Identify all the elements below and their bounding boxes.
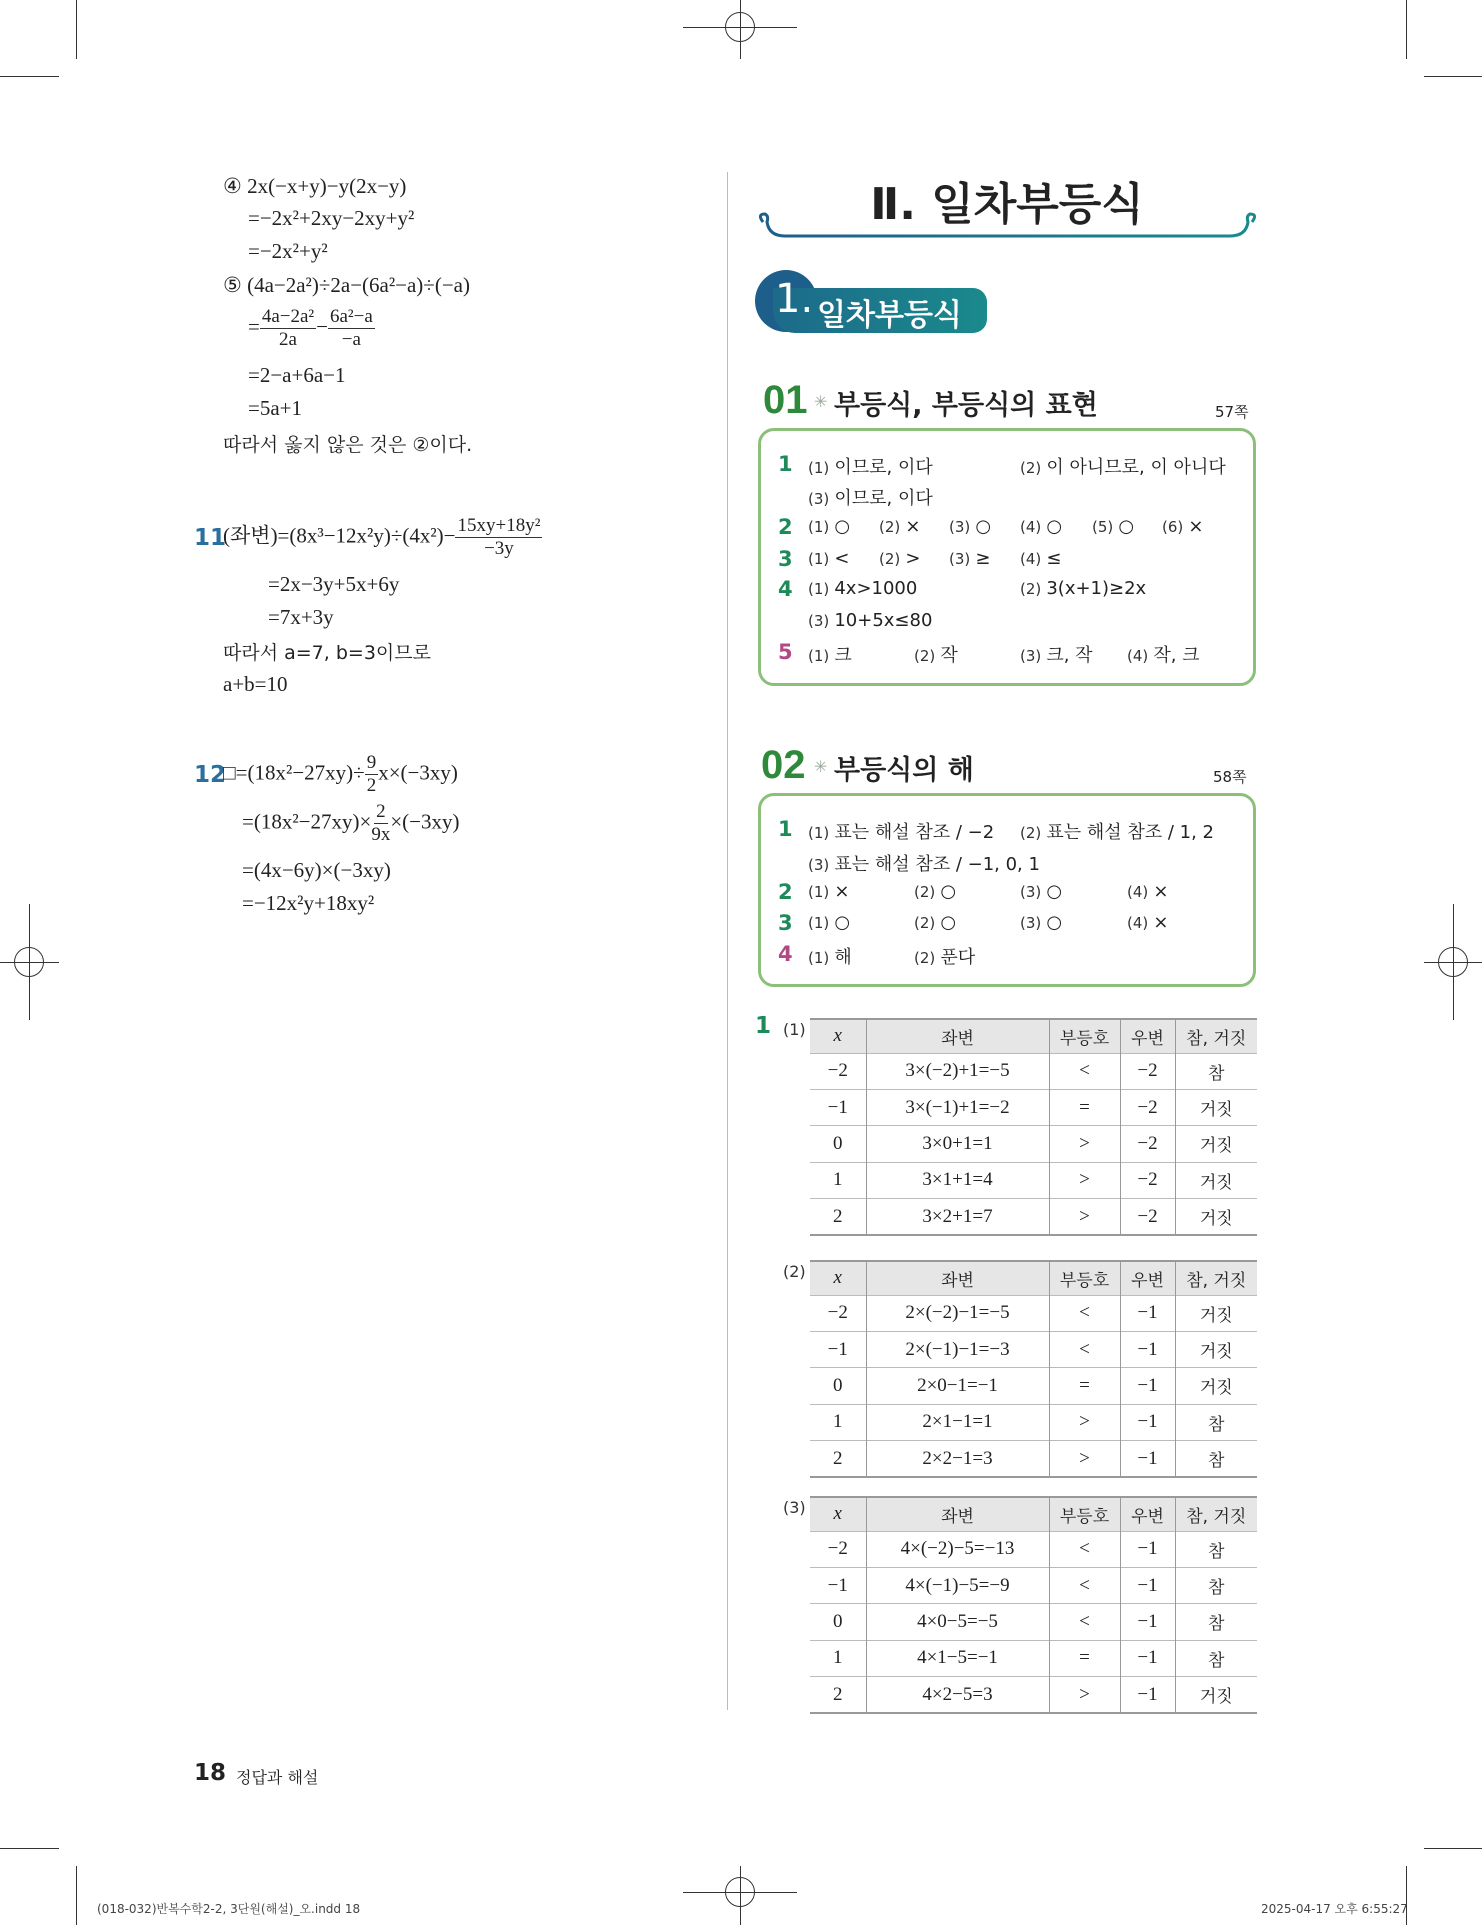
table-cell: −1: [810, 1089, 866, 1125]
s01-item-number: 3: [778, 547, 793, 571]
s01-star-icon: ✳: [814, 392, 828, 411]
s02-part-value: 표는 해설 참조 / −1, 0, 1: [834, 854, 1040, 875]
s02-page-ref: 58쪽: [1213, 768, 1247, 786]
s01-part-label: (4): [1127, 647, 1149, 665]
table-row: [810, 1404, 1257, 1440]
table-cell: −1: [1120, 1368, 1175, 1404]
table-cell: 참: [1175, 1404, 1257, 1440]
s01-part-label: (2): [1020, 580, 1042, 598]
s01-item-number: 1: [778, 452, 793, 476]
s01-part-label: (3): [808, 490, 830, 508]
table-cell: −2: [1120, 1199, 1175, 1235]
truth-table: [810, 1496, 1257, 1714]
s02-part-value: ○: [940, 912, 957, 933]
table-row: [810, 1089, 1257, 1125]
s02-answer-part: [808, 943, 852, 969]
table-header-cell: 좌변: [866, 1497, 1049, 1531]
table-cell: 1: [810, 1640, 866, 1676]
s02-part-label: (2): [914, 949, 936, 967]
table-cell: 4×(−2)−5=−13: [866, 1531, 1049, 1567]
table-cell: −2: [1120, 1089, 1175, 1125]
table-label: (1): [783, 1020, 806, 1039]
table-cell: >: [1049, 1404, 1120, 1440]
s01-part-label: (1): [808, 580, 830, 598]
table-cell: 4×1−5=−1: [866, 1640, 1049, 1676]
s01-part-value: ×: [1188, 516, 1204, 537]
s02-answer-part: [1020, 912, 1062, 933]
table-cell: 참: [1175, 1640, 1257, 1676]
s01-part-label: (1): [808, 459, 830, 477]
table-row: [810, 1368, 1257, 1404]
table-cell: 참: [1175, 1531, 1257, 1567]
section-badge-title: 일차부등식: [817, 298, 962, 333]
table-cell: 1: [810, 1162, 866, 1198]
s01-answer-part: [914, 641, 958, 667]
q12-line1: □=(18x²−27xy)÷ $\frac{9}{2}$ x×(−3xy): [223, 752, 458, 796]
s01-part-label: (1): [808, 647, 830, 665]
table-row: [810, 1199, 1257, 1235]
s01-answer-part: [879, 516, 920, 537]
s01-answer-part: [808, 484, 933, 510]
s02-part-value: 표는 해설 참조 / −2: [834, 822, 995, 843]
p5-fraction-line: = $\frac{\text{4a−2a²}}{2a}$ − $\frac{\text{6a²−a}}{-a}$: [248, 306, 373, 350]
table-header-cell: 부등호: [1049, 1497, 1120, 1531]
table-header-cell: x: [810, 1261, 866, 1295]
s01-part-label: (3): [1020, 647, 1042, 665]
s02-part-value: ×: [1153, 881, 1169, 902]
table-cell: −2: [1120, 1126, 1175, 1162]
table-cell: −2: [1120, 1162, 1175, 1198]
table-cell: 4×(−1)−5=−9: [866, 1567, 1049, 1603]
table-cell: >: [1049, 1199, 1120, 1235]
s02-item-number: 1: [778, 817, 793, 841]
s01-item-number: 2: [778, 515, 793, 539]
s01-part-label: (5): [1092, 518, 1114, 536]
s01-answer-part: [808, 516, 850, 537]
chapter-underline: [755, 208, 1260, 240]
table-label: (3): [783, 1498, 806, 1517]
table-row: [810, 1331, 1257, 1367]
truth-table: [810, 1260, 1257, 1478]
s01-part-label: (6): [1162, 518, 1184, 536]
table-cell: 3×1+1=4: [866, 1162, 1049, 1198]
s01-part-label: (2): [914, 647, 936, 665]
table-cell: −2: [1120, 1053, 1175, 1089]
table-cell: 4×0−5=−5: [866, 1604, 1049, 1640]
table-cell: <: [1049, 1053, 1120, 1089]
s01-part-value: ○: [834, 516, 851, 537]
table-cell: −1: [1120, 1441, 1175, 1477]
s01-part-value: ○: [1046, 516, 1063, 537]
table-cell: 0: [810, 1126, 866, 1162]
s01-answer-part: [1020, 516, 1062, 537]
s01-part-label: (4): [1020, 518, 1042, 536]
table-row: [810, 1604, 1257, 1640]
s01-part-label: (2): [879, 550, 901, 568]
table-row: [810, 1126, 1257, 1162]
s01-answer-part: [1162, 516, 1203, 537]
table-header-cell: 좌변: [866, 1019, 1049, 1053]
table-cell: 거짓: [1175, 1089, 1257, 1125]
s01-part-value: ≤: [1046, 548, 1062, 569]
s02-part-label: (2): [914, 883, 936, 901]
p5-line3: =2−a+6a−1: [248, 363, 346, 387]
q11-answer: a+b=10: [223, 672, 288, 696]
page-number: 18: [194, 1760, 227, 1786]
s01-title: 부등식, 부등식의 표현: [834, 390, 1098, 421]
s02-part-label: (4): [1127, 883, 1149, 901]
s01-part-value: 10+5x≤80: [834, 610, 933, 631]
crop-mark: [76, 0, 77, 59]
q11-line2: =2x−3y+5x+6y: [268, 572, 400, 596]
table-cell: 거짓: [1175, 1368, 1257, 1404]
crop-mark: [76, 1866, 77, 1925]
table-cell: 거짓: [1175, 1331, 1257, 1367]
crop-mark: [1424, 1848, 1482, 1849]
table-cell: 1: [810, 1404, 866, 1440]
s02-part-label: (1): [808, 824, 830, 842]
table-cell: −1: [1120, 1331, 1175, 1367]
s02-answer-part: [914, 881, 956, 902]
table-cell: 0: [810, 1368, 866, 1404]
s01-part-value: 이므로, 이다: [834, 488, 933, 509]
table-cell: 2×(−1)−1=−3: [866, 1331, 1049, 1367]
s01-part-value: ○: [1118, 516, 1135, 537]
q12-line3: =(4x−6y)×(−3xy): [242, 858, 391, 882]
s02-part-label: (3): [808, 856, 830, 874]
s02-part-label: (3): [1020, 914, 1042, 932]
table-cell: −1: [1120, 1604, 1175, 1640]
s01-part-label: (1): [808, 550, 830, 568]
table-header-cell: 좌변: [866, 1261, 1049, 1295]
s01-part-label: (2): [1020, 459, 1042, 477]
s02-part-label: (1): [808, 914, 830, 932]
file-slug: (018-032)반복수학2-2, 3단원(해설)_오.indd 18: [97, 1902, 361, 1916]
section-badge: [755, 270, 987, 333]
page-label: 정답과 해설: [236, 1768, 319, 1787]
truth-table: [810, 1018, 1257, 1236]
s01-part-value: 크, 작: [1046, 645, 1093, 666]
table-cell: 참: [1175, 1441, 1257, 1477]
table-cell: <: [1049, 1295, 1120, 1331]
s02-part-value: ○: [940, 881, 957, 902]
table-cell: 2×0−1=−1: [866, 1368, 1049, 1404]
table-cell: =: [1049, 1368, 1120, 1404]
s02-answer-part: [1127, 881, 1168, 902]
s01-answer-part: [1020, 548, 1061, 569]
table-cell: 2: [810, 1199, 866, 1235]
q11-line1: (좌변)=(8x³−12x²y)÷(4x²)− $\frac{\text{15xy+18y²}}{-3y}$: [223, 515, 541, 559]
table-cell: 2×2−1=3: [866, 1441, 1049, 1477]
s01-answer-part: [949, 516, 991, 537]
table-cell: =: [1049, 1640, 1120, 1676]
crop-mark: [1406, 0, 1407, 59]
table-row: [810, 1162, 1257, 1198]
table-cell: −1: [1120, 1640, 1175, 1676]
table-cell: −1: [1120, 1295, 1175, 1331]
s01-part-label: (3): [949, 550, 971, 568]
s02-answer-part: [808, 850, 1040, 876]
table-row: [810, 1441, 1257, 1477]
table-cell: 거짓: [1175, 1677, 1257, 1713]
table-header-cell: x: [810, 1019, 866, 1053]
crop-mark: [1424, 76, 1482, 77]
s01-answer-part: [1092, 516, 1134, 537]
p4-line1: ④ 2x(−x+y)−y(2x−y): [223, 174, 407, 198]
s01-part-label: (1): [808, 518, 830, 536]
s01-number: 01: [763, 378, 808, 422]
s01-answer-part: [1127, 641, 1200, 667]
s01-part-value: <: [834, 548, 850, 569]
s01-part-value: >: [905, 548, 921, 569]
table-cell: <: [1049, 1531, 1120, 1567]
table-header-cell: 참, 거짓: [1175, 1497, 1257, 1531]
table-cell: 거짓: [1175, 1162, 1257, 1198]
table-cell: 참: [1175, 1053, 1257, 1089]
s02-answer-part: [1127, 912, 1168, 933]
s02-answer-part: [1020, 881, 1062, 902]
s02-part-value: ×: [834, 881, 850, 902]
s02-item-number: 4: [778, 942, 793, 966]
table-header-cell: 부등호: [1049, 1261, 1120, 1295]
table-cell: 3×0+1=1: [866, 1126, 1049, 1162]
q11-line3: =7x+3y: [268, 605, 334, 629]
table-row: [810, 1677, 1257, 1713]
s01-answer-part: [808, 578, 917, 599]
q11-number: 11: [194, 525, 227, 551]
table-cell: 2: [810, 1677, 866, 1713]
table-cell: >: [1049, 1677, 1120, 1713]
s01-answer-part: [1020, 453, 1226, 479]
s02-part-label: (3): [1020, 883, 1042, 901]
s01-part-label: (4): [1020, 550, 1042, 568]
table-cell: <: [1049, 1604, 1120, 1640]
s02-answer-part: [808, 881, 849, 902]
p5-line1: ⑤ (4a−2a²)÷2a−(6a²−a)÷(−a): [223, 273, 470, 297]
s01-part-value: ×: [905, 516, 921, 537]
s02-part-label: (2): [1020, 824, 1042, 842]
table-cell: −1: [1120, 1567, 1175, 1603]
s02-part-value: 표는 해설 참조 / 1, 2: [1046, 822, 1214, 843]
s02-star-icon: ✳: [814, 757, 828, 776]
table-cell: 거짓: [1175, 1126, 1257, 1162]
table-row: [810, 1295, 1257, 1331]
p4-line3: =−2x²+y²: [248, 239, 328, 263]
table-cell: 3×(−2)+1=−5: [866, 1053, 1049, 1089]
s02-item-number: 2: [778, 880, 793, 904]
chapter-title: Ⅱ. 일차부등식: [870, 179, 1144, 230]
table-header-cell: x: [810, 1497, 866, 1531]
s02-answer-part: [1020, 818, 1214, 844]
table-cell: −2: [810, 1295, 866, 1331]
table-header-row: [810, 1019, 1257, 1053]
q12-number: 12: [194, 762, 227, 788]
table-cell: 2×(−2)−1=−5: [866, 1295, 1049, 1331]
s01-part-value: 작: [940, 645, 958, 666]
table-label: (2): [783, 1262, 806, 1281]
crop-mark: [0, 76, 59, 77]
table-cell: >: [1049, 1162, 1120, 1198]
table-cell: 거짓: [1175, 1199, 1257, 1235]
s01-answer-part: [808, 453, 933, 479]
s01-part-value: ○: [975, 516, 992, 537]
table-cell: −1: [810, 1331, 866, 1367]
s02-answer-part: [808, 912, 850, 933]
table-cell: <: [1049, 1331, 1120, 1367]
s01-part-value: 3(x+1)≥2x: [1046, 578, 1147, 599]
q12-line4: =−12x²y+18xy²: [242, 891, 375, 915]
table-row: [810, 1053, 1257, 1089]
table-cell: −2: [810, 1531, 866, 1567]
s01-part-value: ≥: [975, 548, 991, 569]
s01-item-number: 5: [778, 640, 793, 664]
s01-answer-part: [1020, 578, 1146, 599]
print-timestamp: 2025-04-17 오후 6:55:27: [1261, 1902, 1408, 1916]
table-cell: −1: [1120, 1404, 1175, 1440]
table-cell: −1: [1120, 1677, 1175, 1713]
s02-part-value: 해: [834, 947, 852, 968]
table-header-row: [810, 1497, 1257, 1531]
s02-number: 02: [761, 743, 806, 787]
column-divider: [727, 172, 728, 1710]
s02-part-value: ○: [1046, 881, 1063, 902]
s01-part-label: (3): [808, 612, 830, 630]
s01-answer-part: [879, 548, 920, 569]
table-cell: 3×2+1=7: [866, 1199, 1049, 1235]
section-badge-number: 1.: [775, 276, 814, 322]
s01-page-ref: 57쪽: [1215, 403, 1249, 421]
s02-answer-part: [914, 912, 956, 933]
s02-part-label: (1): [808, 883, 830, 901]
tables-question-number: 1: [755, 1013, 772, 1039]
table-cell: <: [1049, 1567, 1120, 1603]
s01-part-value: 이므로, 이다: [834, 457, 933, 478]
table-row: [810, 1531, 1257, 1567]
table-cell: 4×2−5=3: [866, 1677, 1049, 1713]
s01-answer-part: [1020, 641, 1093, 667]
table-header-cell: 참, 거짓: [1175, 1261, 1257, 1295]
s02-part-label: (2): [914, 914, 936, 932]
s01-part-value: 작, 크: [1153, 645, 1200, 666]
table-cell: −1: [1120, 1531, 1175, 1567]
s02-part-label: (4): [1127, 914, 1149, 932]
s01-answer-part: [949, 548, 990, 569]
s02-answer-part: [808, 818, 994, 844]
crop-mark: [0, 1848, 59, 1849]
s01-part-label: (3): [949, 518, 971, 536]
table-cell: 참: [1175, 1567, 1257, 1603]
table-cell: 2: [810, 1441, 866, 1477]
s01-item-number: 4: [778, 577, 793, 601]
table-header-cell: 참, 거짓: [1175, 1019, 1257, 1053]
table-cell: −1: [810, 1567, 866, 1603]
table-header-cell: 우변: [1120, 1261, 1175, 1295]
s02-part-value: ×: [1153, 912, 1169, 933]
p5-conclusion: 따라서 옳지 않은 것은 ②이다.: [223, 434, 473, 456]
table-row: [810, 1567, 1257, 1603]
s01-part-value: 이 아니므로, 이 아니다: [1046, 457, 1226, 478]
s01-answer-part: [808, 641, 852, 667]
p5-line4: =5a+1: [248, 396, 303, 420]
table-row: [810, 1640, 1257, 1676]
s02-part-value: 푼다: [940, 947, 976, 968]
s02-part-label: (1): [808, 949, 830, 967]
s01-answer-part: [808, 610, 932, 631]
table-cell: >: [1049, 1126, 1120, 1162]
s01-part-value: 크: [834, 645, 852, 666]
table-cell: >: [1049, 1441, 1120, 1477]
q12-line2: =(18x²−27xy)× $\frac{2}{9x}$ ×(−3xy): [242, 801, 460, 845]
table-cell: −2: [810, 1053, 866, 1089]
s02-answer-part: [914, 943, 975, 969]
table-cell: 거짓: [1175, 1295, 1257, 1331]
p4-line2: =−2x²+2xy−2xy+y²: [248, 206, 415, 230]
s02-item-number: 3: [778, 911, 793, 935]
s01-answer-part: [808, 548, 849, 569]
q11-conclusion: 따라서 a=7, b=3이므로: [223, 642, 431, 664]
s02-title: 부등식의 해: [834, 755, 974, 786]
table-cell: 3×(−1)+1=−2: [866, 1089, 1049, 1125]
s02-part-value: ○: [1046, 912, 1063, 933]
table-header-cell: 우변: [1120, 1497, 1175, 1531]
table-header-cell: 부등호: [1049, 1019, 1120, 1053]
table-cell: =: [1049, 1089, 1120, 1125]
s01-part-value: 4x>1000: [834, 578, 918, 599]
s01-part-label: (2): [879, 518, 901, 536]
table-cell: 참: [1175, 1604, 1257, 1640]
s02-part-value: ○: [834, 912, 851, 933]
table-cell: 0: [810, 1604, 866, 1640]
table-header-cell: 우변: [1120, 1019, 1175, 1053]
table-header-row: [810, 1261, 1257, 1295]
table-cell: 2×1−1=1: [866, 1404, 1049, 1440]
